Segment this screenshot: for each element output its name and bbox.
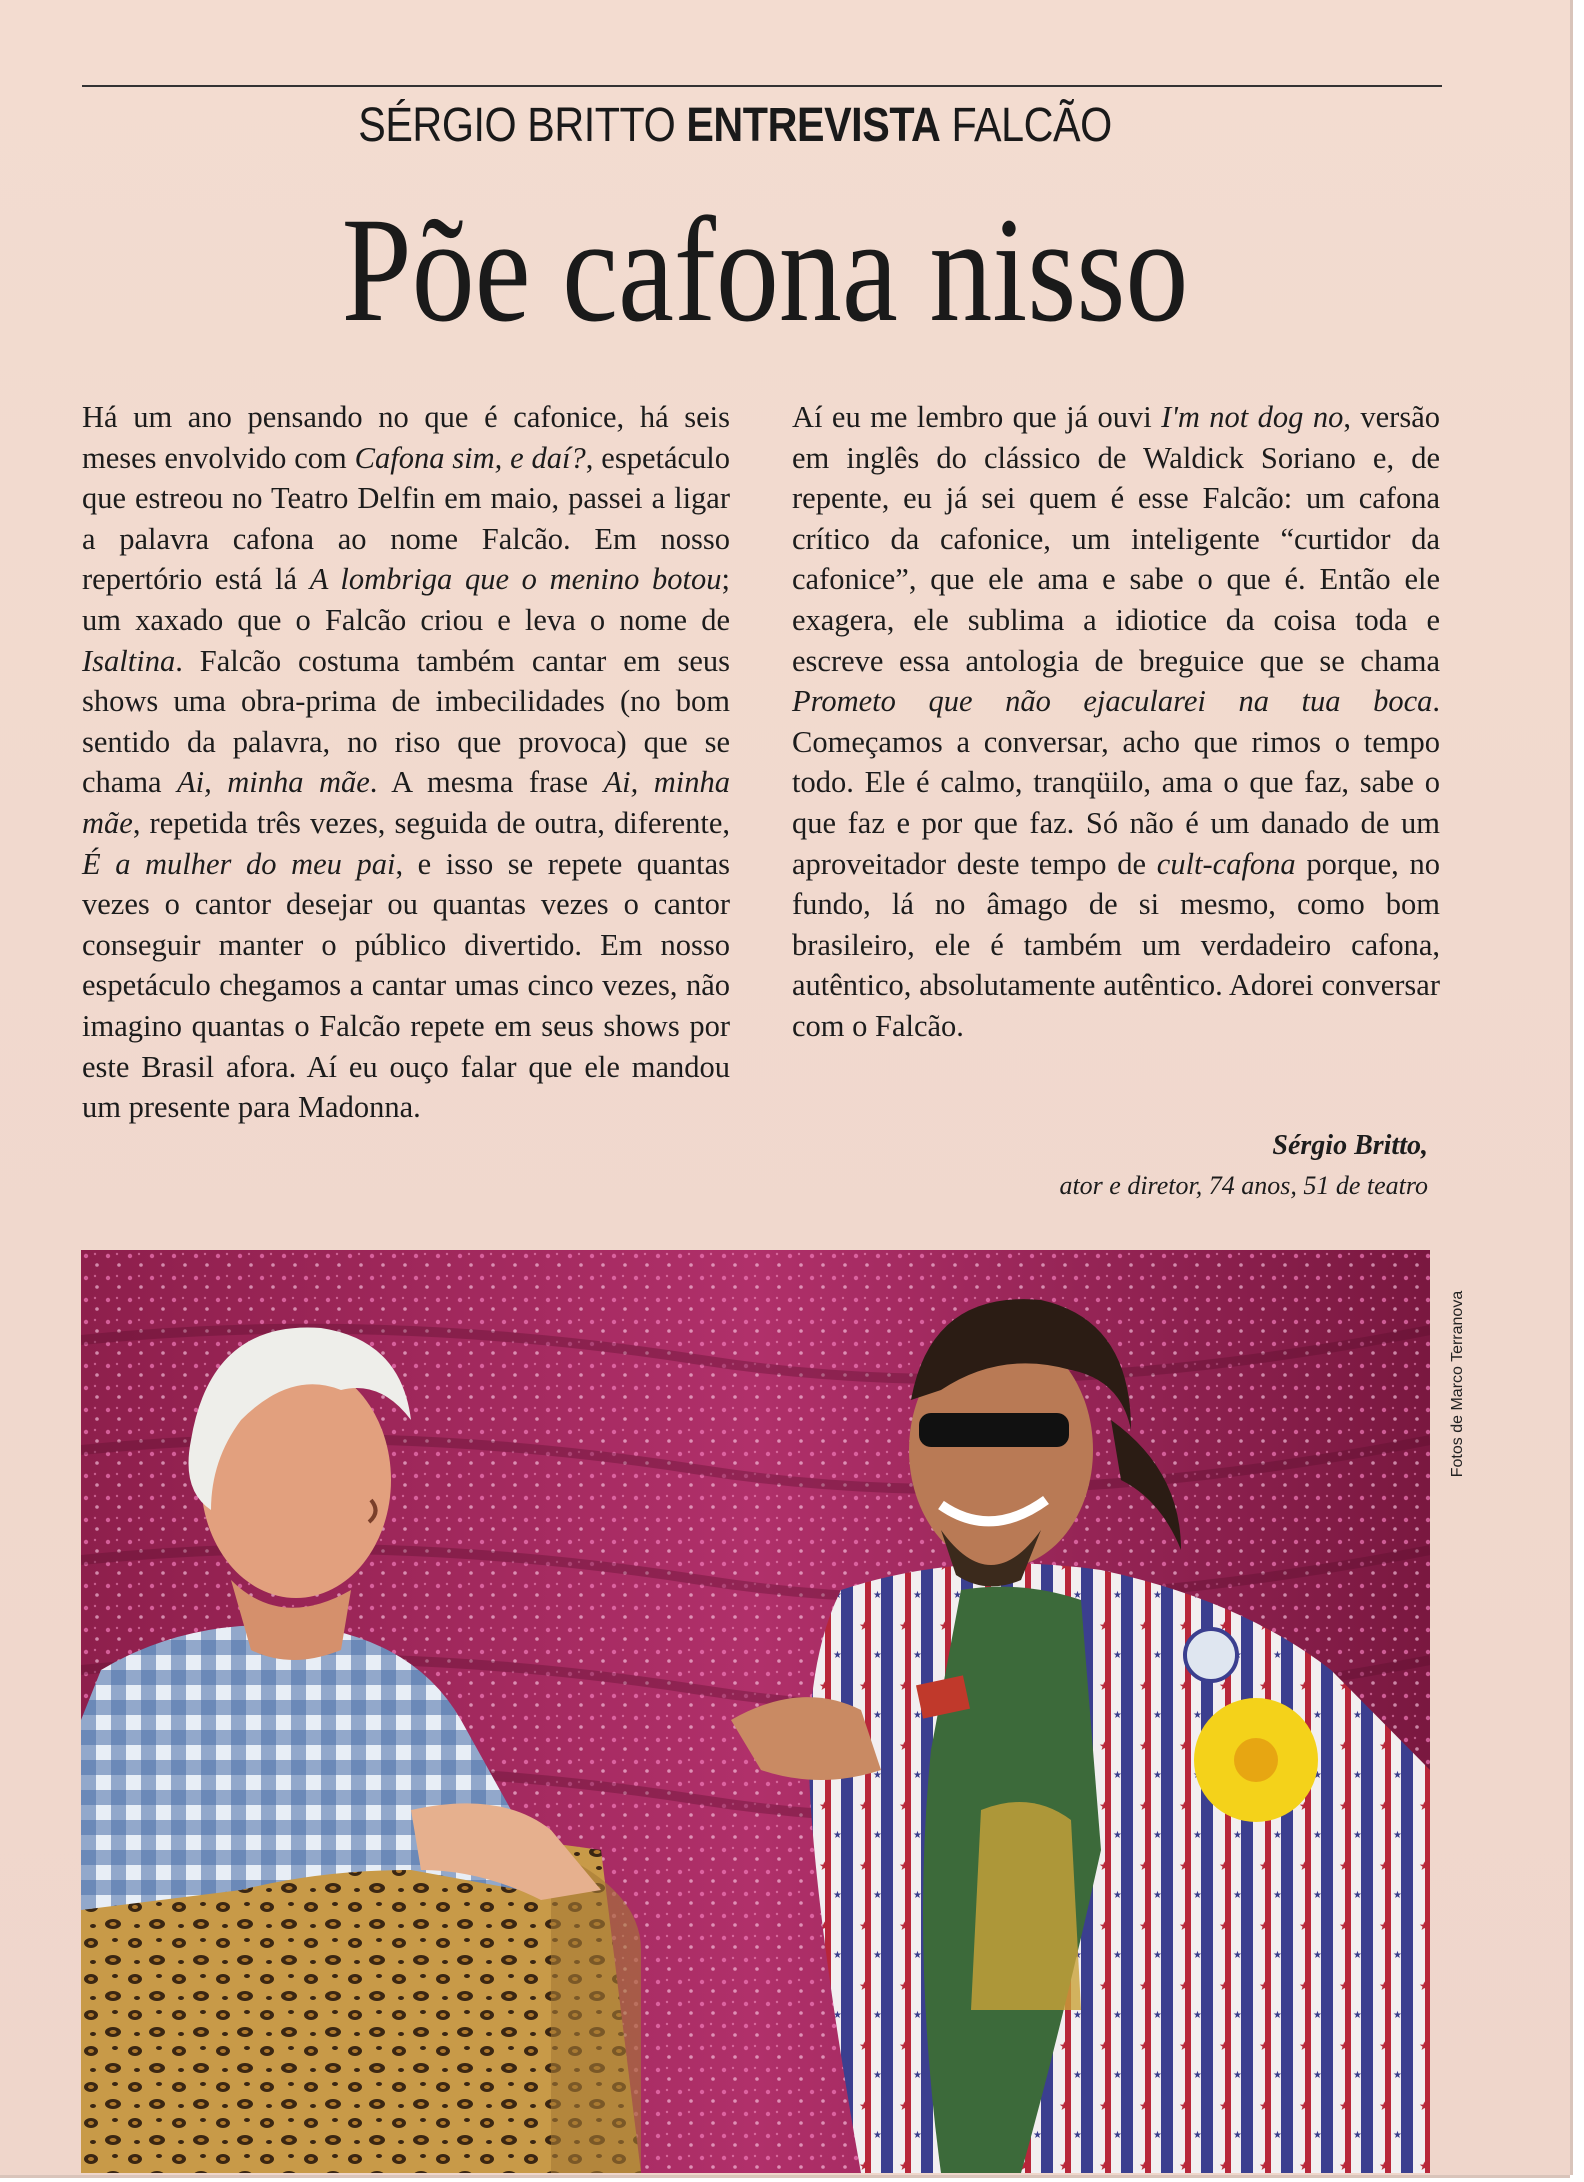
right-column-text — [792, 397, 1440, 1047]
right-italic-title: I'm not dog no — [1161, 400, 1344, 434]
left-italic-title: É a mulher do meu pai — [82, 846, 396, 881]
article-column-left — [82, 397, 730, 1128]
right-text-run: Aí eu me lembro que já ouvi — [792, 400, 1162, 434]
lapel-button — [1185, 1629, 1237, 1681]
article-kicker — [103, 98, 1367, 153]
right-text-run: , versão em inglês do clássico de Waldick Soriano e, de repente, eu já sei quem é esse Falcão: um cafona crítico da cafonice, um inteligente “curtidor da cafonice”, que ele ama e sabe o que é. Então ele exagera, ele sublima a idiotice da coisa toda e escreve essa antologia de breguice que se chama — [792, 400, 1440, 678]
right-italic-title: Prometo que não ejacularei na tua boca — [792, 684, 1433, 719]
left-text-run: . A mesma frase — [369, 765, 604, 800]
top-rule — [82, 85, 1442, 87]
photo-credit — [1448, 1265, 1468, 1505]
right-text-run: . Começamos a conversar, acho que rimos o tempo todo. Ele é calmo, tranqüilo, ama o que faz, sabe o que faz e por que faz. Só não é um danado de um aproveitador deste tempo de — [792, 684, 1440, 881]
left-text-run: , espetáculo que estreou no Teatro Delfin em maio, passei a ligar a palavra cafona ao nome Falcão. Em nosso repertório está lá — [82, 440, 731, 597]
article-column-right — [792, 397, 1440, 1047]
kicker-author: SÉRGIO BRITTO — [358, 99, 687, 152]
byline-name: Sérgio Britto, — [1272, 1130, 1428, 1161]
interview-photo — [81, 1250, 1430, 2173]
left-text-run: . Falcão costuma também cantar em seus shows uma obra-prima de imbecilidades (no bom sentido da palavra, no riso que provoca) que se chama — [82, 643, 730, 800]
left-text-run: , repetida três vezes, seguida de outra, diferente, — [132, 805, 730, 840]
left-text-run: ; um xaxado que o Falcão criou e leva o nome de — [82, 562, 730, 637]
right-italic-title: cult-cafona — [1156, 846, 1296, 881]
kicker-interview: ENTREVISTA — [686, 99, 941, 152]
right-text-run: porque, no fundo, lá no âmago de si mesmo, como bom brasileiro, ele é também um verdadeiro cafona, autêntico, absolutamente autêntico. Adorei conversar com o Falcão. — [792, 846, 1440, 1043]
left-italic-title: Ai, minha mãe — [82, 765, 730, 840]
byline-role: ator e diretor, 74 anos, 51 de teatro — [1059, 1171, 1428, 1200]
headline: Põe cafona nisso — [341, 187, 1189, 353]
left-italic-title: Isaltina — [82, 643, 176, 678]
photo-credit-text: Fotos de Marco Terranova — [1449, 1290, 1466, 1478]
left-italic-title: Cafona sim, e daí? — [354, 440, 586, 475]
left-italic-title: A lombriga que o menino botou — [309, 562, 722, 597]
left-column-text — [82, 397, 730, 1128]
left-text-run: Há um ano pensando no que é cafonice, há seis meses envolvido com — [82, 400, 730, 475]
left-italic-title: Ai, minha mãe — [177, 765, 370, 800]
byline — [1059, 1126, 1428, 1206]
left-text-run: , e isso se repete quantas vezes o cantor desejar ou quantas vezes o cantor conseguir manter o público divertido. Em nosso espetáculo chegamos a cantar umas cinco vezes, não imagino quantas o Falcão repete em seus shows por este Brasil afora. Aí eu ouço falar que ele mandou um presente para Madonna. — [82, 846, 730, 1125]
kicker-subject: FALCÃO — [940, 99, 1112, 152]
